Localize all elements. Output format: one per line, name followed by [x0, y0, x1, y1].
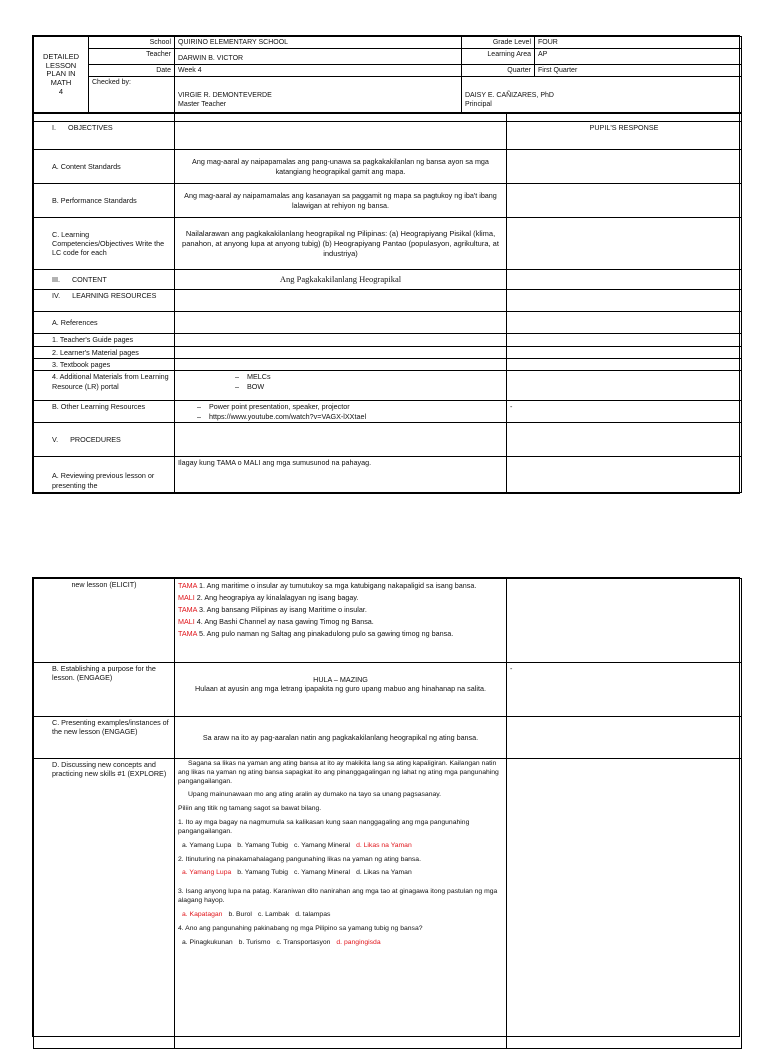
additional-materials-list: – MELCs – BOW [175, 371, 507, 401]
content-text: Ang Pagkakakilanlang Heograpikal [175, 270, 507, 290]
pupils-response-heading: PUPIL'S RESPONSE [507, 122, 742, 150]
quarter-label: Quarter [462, 65, 535, 77]
content-heading: III. CONTENT [34, 270, 175, 290]
competencies-text: Nailalarawan ang pagkakakilanlang heograpikal ng Pilipinas: (a) Heograpiyang Pisikal (klima, panahon, at anyong lupa at anyong tubig) (b) Heograpiyang Pantao (populasyon, agrikultura, at industriya) [175, 218, 507, 270]
objectives-heading: I. OBJECTIVES [34, 122, 175, 150]
checker-1: VIRGIE R. DEMONTEVERDE Master Teacher [175, 77, 462, 113]
area-label: Learning Area [462, 49, 535, 65]
other-resources-list: – Power point presentation, speaker, projector – https://www.youtube.com/watch?v=VAGX-lXXtael [175, 401, 507, 423]
question-1: 1. Ito ay mga bagay na nagmumula sa kalikasan kung saan nanggagaling ang mga pangunahing pangangailangan. [178, 819, 470, 835]
performance-standards-label: B. Performance Standards [34, 184, 175, 218]
date-label: Date [89, 65, 175, 77]
quarter-value: First Quarter [535, 65, 742, 77]
review-label: A. Reviewing previous lesson or presenting the [34, 457, 175, 493]
other-resources-label: B. Other Learning Resources [34, 401, 175, 423]
school-label: School [89, 37, 175, 49]
date-value: Week 4 [175, 65, 462, 77]
area-value: AP [535, 49, 742, 65]
elicit-statements [175, 579, 507, 663]
lesson-plan-page-1 [32, 35, 740, 494]
textbook-label: 3. Textbook pages [34, 359, 175, 371]
procedures-heading: V. PROCEDURES [34, 423, 175, 457]
explore-content: Sagana sa likas na yaman ang ating bansa at ito ay makikita lang sa ating kapaligiran. Kailangan natin ang likas na yaman ng ating bansa sapagkat ito ang pinanggagalingan ng lahat ng ating mga pangunahing pangangailangan. Upang mainunawaan mo ang ating aralin ay dumako na tayo sa unang pagsasanay. Piliin ang titik ng tamang sagot sa bawat bilang. 1. Ito ay mga bagay na nagmumula sa kalikasan kung saan nanggagaling ang mga pangunahing pangangailangan. a. Yamang Lupa b. Yamang Tubig c. Yamang Mineral d. Likas na Yaman 2. Itinuturing na pinakamahalagang pangunahing likas na yaman ng ating bansa. a. Yamang Lupa b. Yamang Tubig c. Yamang Mineral d. Likas na Yaman 3. Isang anyong lupa na patag. Karaniwan dito nanirahan ang mga tao at ginagawa itong pastulan ng mga alagang hayop. a. Kapatagan b. Burol c. Lambak d. talampas 4. Ano ang pangunahing pakinabang ng mga Pilipino sa yamang tubig ng bansa? a. Pinagkukunan b. Turismo c. Transportasyon d. pangingisda [175, 759, 507, 1049]
content-standards-label: A. Content Standards [34, 150, 175, 184]
engage-label: B. Establishing a purpose for the lesson. (ENGAGE) [34, 663, 175, 717]
grade-label: Grade Level [462, 37, 535, 49]
learners-material-label: 2. Learner's Material pages [34, 346, 175, 358]
question-4-options: a. Pinagkukunan b. Turismo c. Transportasyon d. pangingisda [182, 938, 381, 946]
statement-4: MALI 4. Ang Bashi Channel ay nasa gawing Timog ng Bansa. [178, 616, 374, 626]
learning-resources-heading: IV. LEARNING RESOURCES [34, 290, 175, 312]
references-label: A. References [34, 312, 175, 334]
teachers-guide-label: 1. Teacher's Guide pages [34, 334, 175, 346]
grade-value: FOUR [535, 37, 742, 49]
teacher-value: DARWIN B. VICTOR [175, 49, 462, 65]
competencies-label: C. Learning Competencies/Objectives Write the LC code for each [34, 218, 175, 270]
engage-response: - [507, 663, 742, 717]
other-resources-response: - [507, 401, 742, 423]
question-3-options: a. Kapatagan b. Burol c. Lambak d. talampas [182, 910, 331, 918]
school-value: QUIRINO ELEMENTARY SCHOOL [175, 37, 462, 49]
performance-standards-text: Ang mag-aaral ay naipamamalas ang kasanayan sa paggamit ng mapa sa pagtukoy ng iba't ibang lalawigan at rehiyon ng bansa. [175, 184, 507, 218]
explore-label: D. Discussing new concepts and practicing new skills #1 (EXPLORE) [34, 759, 175, 1049]
question-1-options: a. Yamang Lupa b. Yamang Tubig c. Yamang Mineral d. Likas na Yaman [182, 841, 412, 849]
review-instruction: Ilagay kung TAMA o MALI ang mga sumusunod na pahayag. [175, 457, 507, 493]
teacher-label: Teacher [89, 49, 175, 65]
checker-2: DAISY E. CAÑIZARES, PhD Principal [462, 77, 742, 113]
statement-3: TAMA 3. Ang bansang Pilipinas ay isang Maritime o insular. [178, 604, 367, 614]
additional-materials-label: 4. Additional Materials from Learning Resource (LR) portal [34, 371, 175, 401]
question-4: 4. Ano ang pangunahing pakinabang ng mga Pilipino sa yamang tubig ng bansa? [178, 924, 423, 932]
question-2: 2. Itinuturing na pinakamahalagang pangunahing likas na yaman ng ating bansa. [178, 855, 421, 863]
checked-by-label: Checked by: [89, 77, 175, 113]
elicit-label: new lesson (ELICIT) [34, 579, 175, 663]
content-standards-text: Ang mag-aaral ay naipapamalas ang pang-unawa sa pagkakakilanlan ng bansa ayon sa mga katangiang heograpikal gamit ang mapa. [175, 150, 507, 184]
question-3: 3. Isang anyong lupa na patag. Karaniwan dito nanirahan ang mga tao at ginagawa itong pastulan ng mga alagang hayop. [178, 888, 498, 905]
lesson-plan-page-2 [32, 577, 740, 1037]
presenting-text: Sa araw na ito ay pag-aaralan natin ang pagkakakilanlang heograpikal ng ating bansa. [175, 717, 507, 759]
lesson-plan-title: DETAILED LESSON PLAN IN MATH 4 [34, 37, 89, 113]
statement-1: TAMA 1. Ang maritime o insular ay tumutukoy sa mga katubigang nakapaligid sa isang bansa. [178, 581, 477, 590]
question-2-options: a. Yamang Lupa b. Yamang Tubig c. Yamang Mineral d. Likas na Yaman [182, 869, 412, 877]
statement-2: MALI 2. Ang heograpiya ay kinalalagyan ng isang bagay. [178, 592, 359, 602]
engage-activity: HULA – MAZING Hulaan at ayusin ang mga letrang ipapakita ng guro upang mabuo ang hinahanap na salita. [175, 663, 507, 717]
presenting-label: C. Presenting examples/instances of the new lesson (ENGAGE) [34, 717, 175, 759]
statement-5: TAMA 5. Ang pulo naman ng Saltag ang pinakadulong pulo sa gawing timog ng bansa. [178, 628, 454, 638]
